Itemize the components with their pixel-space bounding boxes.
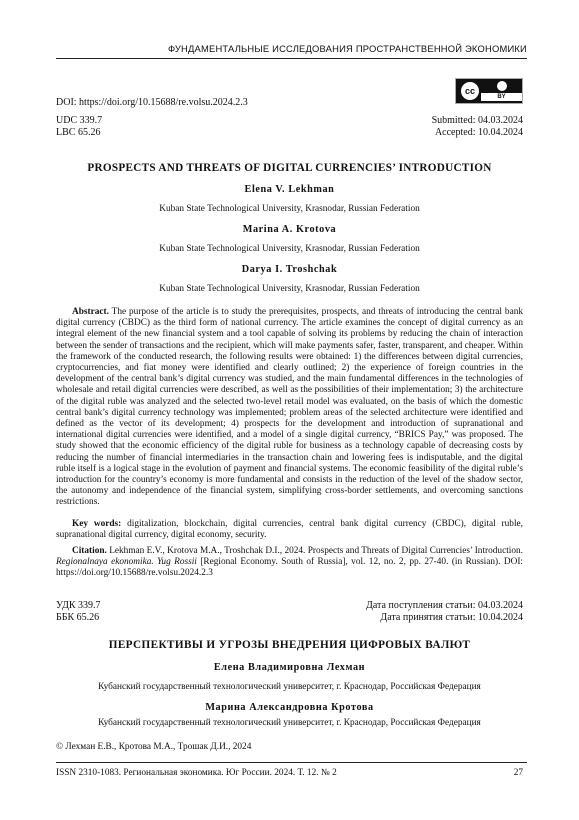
attribution-person-icon [497, 81, 507, 91]
doi-link[interactable]: DOI: https://doi.org/10.15688/re.volsu.2024.2.3 [56, 97, 248, 108]
journal-issn-footer: ISSN 2310-1083. Региональная экономика. Юг России. 2024. Т. 12. № 2 [56, 768, 337, 778]
udk-code-ru: УДК 339.7 [56, 600, 101, 611]
author-affiliation-ru: Кубанский государственный технологический университет, г. Краснодар, Российская Федерация [98, 682, 481, 692]
udc-code: UDC 339.7 [56, 115, 103, 126]
author-name: Elena V. Lekhman [244, 184, 335, 195]
citation-label: Citation. [72, 546, 107, 556]
author-affiliation: Kuban State Technological University, Krasnodar, Russian Federation [159, 244, 420, 254]
creative-commons-icon: cc [459, 80, 481, 102]
author-affiliation: Kuban State Technological University, Krasnodar, Russian Federation [159, 284, 420, 294]
abstract-text: The purpose of the article is to study the prerequisites, prospects, and threats of introducing the central bank digital currency (CBDC) as the third form of national currency. The article examines the concept of digital currency as an integral element of the new financial system and a tool capable of solving its problems by reducing the chain of interaction between the sender of transactions and the recipient, which will make payments safer, faster, transparent, and cheaper. Within the framework of the conducted research, the following results were obtained: 1) the differences between digital currencies, cryptocurrencies, and fiat money were identified and clearly outlined; 2) the experience of foreign countries in the development of the central bank’s digital currency was studied, and the main fundamental differences in the technologies of wholesale and retail digital currencies were described, as well as the possibilities of their implementation; 3) the architecture of the digital ruble was analyzed and the selected two-level retail model was evaluated, on the basis of which the domestic central bank’s digital currency technology was implemented; problem areas of the selected architecture were identified and defined as the vector of its development; 4) prospects for the development and introduction of supranational and international digital currencies were identified, and a model of a single digital currency, “BRICS Pay,” was proposed. The study showed that the economic efficiency of the digital ruble for business as a technology capable of decreasing costs by reducing the number of financial intermediaries in the transaction chain and lowering fees is indisputable, and the digital ruble itself is a logical stage in the evolution of payment and financial systems. The economic feasibility of the digital ruble’s introduction for the country’s economy is more fundamental and consists in the reduction of the level of the shadow sector, the autonomy and independence of the financial system, simplifying cross-border settlements, and overcoming sanctions restrictions. [56, 307, 523, 508]
running-header: ФУНДАМЕНТАЛЬНЫЕ ИССЛЕДОВАНИЯ ПРОСТРАНСТВЕННОЙ ЭКОНОМИКИ [167, 43, 527, 54]
accepted-date: Accepted: 10.04.2024 [434, 127, 523, 138]
footer-divider [56, 762, 527, 763]
citation-text-end[interactable]: [Regional Economy. South of Russia], vol. 12, no. 2, pp. 27-40. (in Russian). DOI: https://doi.org/10.15688/re.volsu.2024.2.3 [56, 557, 524, 579]
submitted-date-ru: Дата поступления статьи: 04.03.2024 [366, 600, 523, 611]
copyright-notice: © Лехман Е.В., Кротова М.А., Трошак Д.И., 2024 [56, 742, 252, 752]
abstract-paragraph [56, 307, 523, 509]
citation-journal: Regionalnaya ekonomika. Yug Rossii [56, 557, 197, 568]
author-name: Marina A. Krotova [242, 224, 337, 235]
abstract-label: Abstract. [72, 307, 109, 317]
citation-text: Lekhman E.V., Krotova M.A., Troshchak D.I., 2024. Prospects and Threats of Digital Currencies’ Introduction. [106, 546, 523, 556]
header-divider [56, 58, 527, 59]
author-name-ru: Марина Александровна Кротова [205, 702, 374, 713]
page-number: 27 [513, 768, 523, 778]
author-affiliation: Kuban State Technological University, Krasnodar, Russian Federation [159, 204, 420, 214]
lbc-code: LBC 65.26 [56, 127, 101, 138]
author-affiliation-ru: Кубанский государственный технологический университет, г. Краснодар, Российская Федерация [98, 718, 481, 728]
article-title-ru: ПЕРСПЕКТИВЫ И УГРОЗЫ ВНЕДРЕНИЯ ЦИФРОВЫХ ВАЛЮТ [108, 639, 471, 651]
keywords-text: digitalization, blockchain, digital currencies, central bank digital currency (CBDC), digital ruble, supranational digital currency, digital economy, security. [56, 519, 523, 541]
keywords-label: Key words: [72, 519, 122, 529]
by-label: BY [481, 93, 522, 101]
keywords-paragraph [56, 519, 523, 541]
cc-by-license-badge[interactable] [455, 78, 523, 104]
accepted-date-ru: Дата принятия статьи: 10.04.2024 [380, 612, 523, 623]
citation-paragraph [56, 546, 523, 580]
article-title-en: PROSPECTS AND THREATS OF DIGITAL CURRENCIES’ INTRODUCTION [87, 162, 492, 174]
author-name-ru: Елена Владимировна Лехман [213, 662, 366, 673]
submitted-date: Submitted: 04.03.2024 [431, 115, 523, 126]
bbk-code-ru: ББК 65.26 [56, 612, 100, 623]
author-name: Darya I. Troshchak [241, 264, 338, 275]
